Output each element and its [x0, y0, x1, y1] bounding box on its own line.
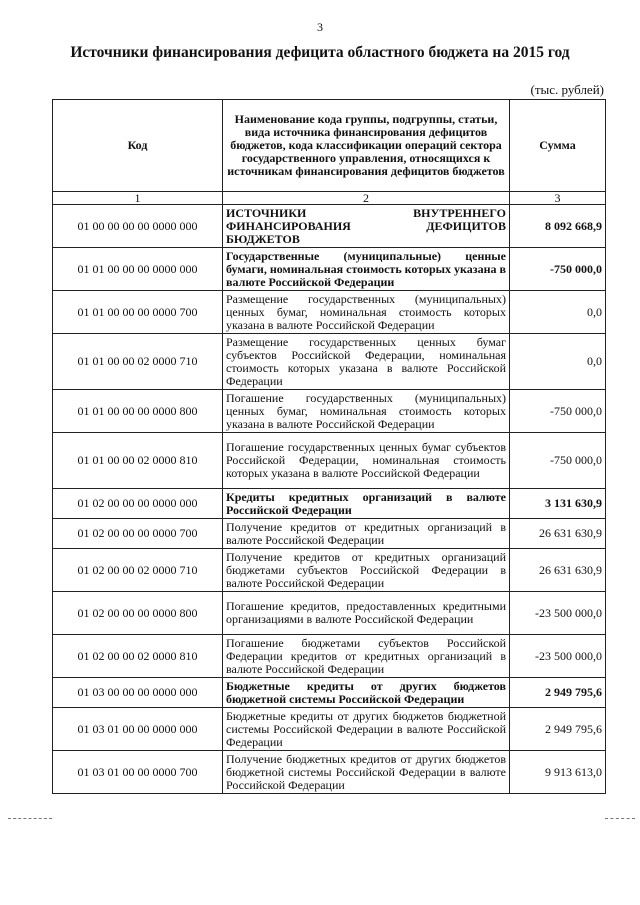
row-name: Бюджетные кредиты от других бюджетов бюджетной системы Российской Федерации [223, 678, 510, 708]
table-row [53, 489, 606, 519]
page-number: 3 [317, 20, 323, 34]
row-sum: -750 000,0 [510, 390, 606, 433]
table-row [53, 248, 606, 291]
row-sum: -23 500 000,0 [510, 635, 606, 678]
row-name: Погашение бюджетами субъектов Российской Федерации кредитов от кредитных организаций в валюте Российской Федерации [223, 635, 510, 678]
cut-line-left [8, 818, 52, 819]
row-code: 01 03 00 00 00 0000 000 [53, 678, 223, 708]
row-code: 01 02 00 00 00 0000 800 [53, 592, 223, 635]
financing-table [52, 99, 606, 794]
row-sum: 26 631 630,9 [510, 519, 606, 549]
row-code: 01 03 01 00 00 0000 700 [53, 751, 223, 794]
row-sum: -23 500 000,0 [510, 592, 606, 635]
row-name: Размещение государственных (муниципальных) ценных бумаг, номинальная стоимость которых указана в валюте Российской Федерации [223, 291, 510, 334]
table-row [53, 751, 606, 794]
row-code: 01 03 01 00 00 0000 000 [53, 708, 223, 751]
row-code: 01 01 00 00 00 0000 700 [53, 291, 223, 334]
row-sum: 3 131 630,9 [510, 489, 606, 519]
row-code: 01 02 00 00 02 0000 710 [53, 549, 223, 592]
table-row [53, 549, 606, 592]
cut-line-right [605, 818, 635, 819]
table-row [53, 592, 606, 635]
units-label: (тыс. рублей) [530, 82, 604, 97]
row-name: ИСТОЧНИКИ ВНУТРЕННЕГО ФИНАНСИРОВАНИЯ ДЕФИЦИТОВ БЮДЖЕТОВ [223, 205, 510, 248]
row-name: Погашение государственных ценных бумаг субъектов Российской Федерации, номинальная стоимость которых указана в валюте Российской Федерации [223, 433, 510, 489]
header-sum: Сумма [510, 100, 606, 192]
row-sum: 0,0 [510, 291, 606, 334]
row-code: 01 02 00 00 00 0000 700 [53, 519, 223, 549]
table-row [53, 291, 606, 334]
table-body [53, 205, 606, 794]
row-name: Государственные (муниципальные) ценные бумаги, номинальная стоимость которых указана в валюте Российской Федерации [223, 248, 510, 291]
row-sum: 8 092 668,9 [510, 205, 606, 248]
row-name: Бюджетные кредиты от других бюджетов бюджетной системы Российской Федерации в валюте Российской Федерации [223, 708, 510, 751]
row-name: Погашение кредитов, предоставленных кредитными организациями в валюте Российской Федерации [223, 592, 510, 635]
row-name: Кредиты кредитных организаций в валюте Российской Федерации [223, 489, 510, 519]
row-name: Получение бюджетных кредитов от других бюджетов бюджетной системы Российской Федерации в валюте Российской Федерации [223, 751, 510, 794]
row-code: 01 01 00 00 02 0000 810 [53, 433, 223, 489]
table-row [53, 390, 606, 433]
header-name: Наименование кода группы, подгруппы, статьи, вида источника финансирования дефицитов бюджетов, кода классификации операций сектора государственного управления, относящихся к источникам финансирования дефицитов бюджетов [223, 100, 510, 192]
table-row [53, 519, 606, 549]
header-code: Код [53, 100, 223, 192]
row-sum: 2 949 795,6 [510, 708, 606, 751]
row-code: 01 01 00 00 02 0000 710 [53, 334, 223, 390]
row-sum: 2 949 795,6 [510, 678, 606, 708]
column-number-row [53, 192, 606, 205]
document-title: Источники финансирования дефицита областного бюджета на 2015 год [70, 44, 570, 61]
row-name: Получение кредитов от кредитных организаций в валюте Российской Федерации [223, 519, 510, 549]
row-sum: 0,0 [510, 334, 606, 390]
row-sum: 26 631 630,9 [510, 549, 606, 592]
table-row [53, 708, 606, 751]
table-row [53, 433, 606, 489]
row-code: 01 01 00 00 00 0000 000 [53, 248, 223, 291]
table-row [53, 678, 606, 708]
row-sum: 9 913 613,0 [510, 751, 606, 794]
row-sum: -750 000,0 [510, 433, 606, 489]
column-number: 2 [223, 192, 510, 205]
row-code: 01 02 00 00 02 0000 810 [53, 635, 223, 678]
row-name: Погашение государственных (муниципальных) ценных бумаг, номинальная стоимость которых указана в валюте Российской Федерации [223, 390, 510, 433]
column-number: 3 [510, 192, 606, 205]
row-code: 01 00 00 00 00 0000 000 [53, 205, 223, 248]
row-sum: -750 000,0 [510, 248, 606, 291]
row-name: Размещение государственных ценных бумаг субъектов Российской Федерации, номинальная стоимость которых указана в валюте Российской Федерации [223, 334, 510, 390]
row-name: Получение кредитов от кредитных организаций бюджетами субъектов Российской Федерации в валюте Российской Федерации [223, 549, 510, 592]
table-header-row [53, 100, 606, 192]
row-code: 01 01 00 00 00 0000 800 [53, 390, 223, 433]
column-number: 1 [53, 192, 223, 205]
table-row [53, 635, 606, 678]
row-code: 01 02 00 00 00 0000 000 [53, 489, 223, 519]
table-row [53, 334, 606, 390]
table-row [53, 205, 606, 248]
